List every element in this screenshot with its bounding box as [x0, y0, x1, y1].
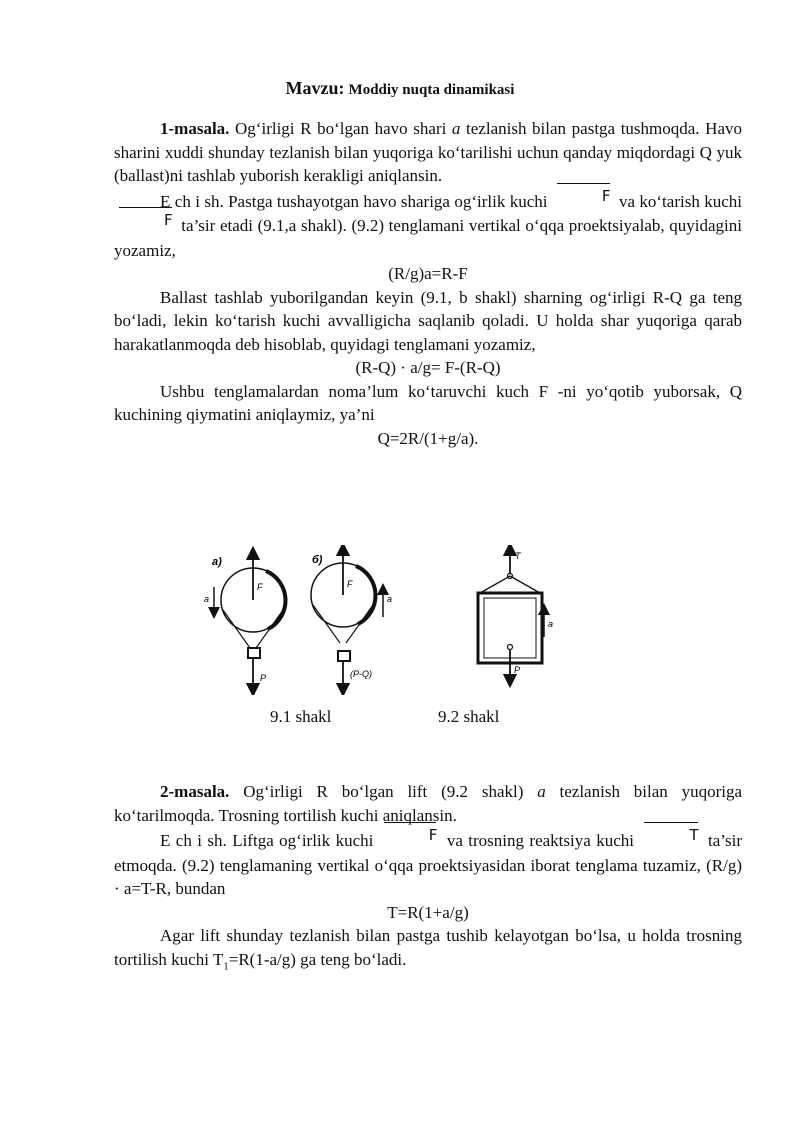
balloon-diagram-a	[204, 553, 286, 690]
vec-p-label: P	[260, 673, 267, 683]
caption-9-2: 9.2 shakl	[438, 707, 500, 726]
vec-p-label: P	[514, 665, 521, 675]
subscript-1: 1	[223, 959, 229, 972]
problem-2-text-a: Og‘irligi R bo‘lgan lift (9.2 shakl)	[229, 782, 538, 801]
equation-3: Q=2R/(1+g/a).	[377, 428, 479, 448]
vec-a-label: a	[204, 594, 210, 604]
vec-a-label: a	[548, 619, 554, 629]
vec-pq-label: (P-Q)	[350, 669, 372, 679]
solution-2-text-a: E ch i sh. Liftga og‘irlik kuchi	[160, 831, 379, 850]
problem-1-var-a: a	[451, 119, 461, 138]
vec-f-label: F	[257, 582, 263, 592]
title-topic: Moddiy nuqta dinamikasi	[348, 82, 515, 98]
solution-1-result-text: Ushbu tenglamalardan noma’lum ko‘taruvchi kuch F -ni yo‘qotib yuborsak, Q kuchining qiymatini aniqlaymiz, ya’ni	[114, 381, 742, 424]
solution-1-text-a: E ch i sh. Pastga tushayotgan havo shariga og‘irlik kuchi	[160, 191, 552, 211]
solution-1-ballast: Ballast tashlab yuborilgandan keyin (9.1, b shakl) sharning og‘irligi R-Q ga teng bo‘ladi, lekin ko‘tarish kuchi avvalligicha saqlanib qoladi. U holda shar yuqoriga qarab harakatlanmoqda deb hisoblab, quyidagi tenglamani yozamiz,	[114, 287, 742, 354]
caption-9-1: 9.1 shakl	[270, 707, 332, 726]
solution-2-text-e: =R(1-a/g) ga teng bo‘ladi.	[228, 949, 407, 969]
equation-1: (R/g)a=R-F	[388, 264, 468, 283]
problem-2-label: 2-masala.	[160, 782, 230, 801]
equation-4: T=R(1+a/g)	[387, 902, 469, 922]
title-prefix: Mavzu:	[285, 78, 345, 98]
basket	[338, 651, 350, 661]
problem-2-block	[114, 780, 742, 978]
solution-2-intro	[114, 826, 742, 901]
lift-diagram	[478, 549, 553, 681]
vec-f-label: F	[347, 579, 353, 589]
problem-2-statement	[114, 780, 742, 827]
problem-1-statement	[114, 117, 742, 188]
balloon-diagram-b	[311, 549, 392, 690]
vec-a-label: a	[387, 594, 393, 604]
equation-2: (R-Q) · a/g= F-(R-Q)	[355, 358, 501, 377]
problem-1-label: 1-masala.	[160, 119, 230, 138]
vector-f-symbol: F	[114, 209, 177, 233]
solution-2-text-d: Agar lift shunday tezlanish bilan pastga tushib kelayotgan bo‘lsa, u holda trosning tortilish kuchi T	[114, 926, 742, 969]
solution-1-intro	[114, 186, 742, 263]
solution-1-text-c: ta’sir etadi (9.1,a shakl). (9.2) tenglamani vertikal o‘qqa proektsiyalab, quyidagini yozamiz,	[114, 216, 742, 260]
vector-f-symbol: F	[379, 824, 442, 848]
problem-1-text-b: tezlanish bilan pastga tushmoqda. Havo sharini xuddi shunday tezlanish bilan yuqoriga ko‘tarilishi uchun qanday miqdordagi Q yuk (ballast)ni tashlab yuborish kerakligi aniqlansin.	[114, 119, 742, 185]
vec-t-label: T	[515, 551, 521, 561]
page-title	[0, 78, 800, 99]
basket	[248, 648, 260, 658]
problem-2-var-a: a	[537, 782, 546, 801]
figures-9-1-9-2	[190, 545, 590, 695]
solution-1-text-b: va ko‘tarish kuchi	[614, 191, 742, 211]
vector-t-symbol: T	[639, 824, 702, 848]
solution-2-downward	[114, 924, 742, 978]
fig-label-b: б)	[312, 554, 323, 566]
problem-2-text-b: tezlanish bilan yuqoriga ko‘tarilmoqda. Trosning tortilish kuchi aniqlansin.	[114, 782, 742, 825]
problem-1-block	[114, 117, 742, 450]
vector-f-symbol: F	[552, 185, 615, 209]
problem-1-text-a: Og‘irligi R bo‘lgan havo shari	[229, 119, 452, 138]
solution-2-text-c: ta’sir etmoqda. (9.2) tenglamaning vertikal o‘qqa proektsiyasidan iborat tenglama tuzamiz, (R/g) · a=T-R, bundan	[114, 831, 742, 898]
solution-2-text-b: va trosning reaktsiya kuchi	[441, 831, 640, 850]
fig-label-a: a)	[212, 556, 222, 568]
